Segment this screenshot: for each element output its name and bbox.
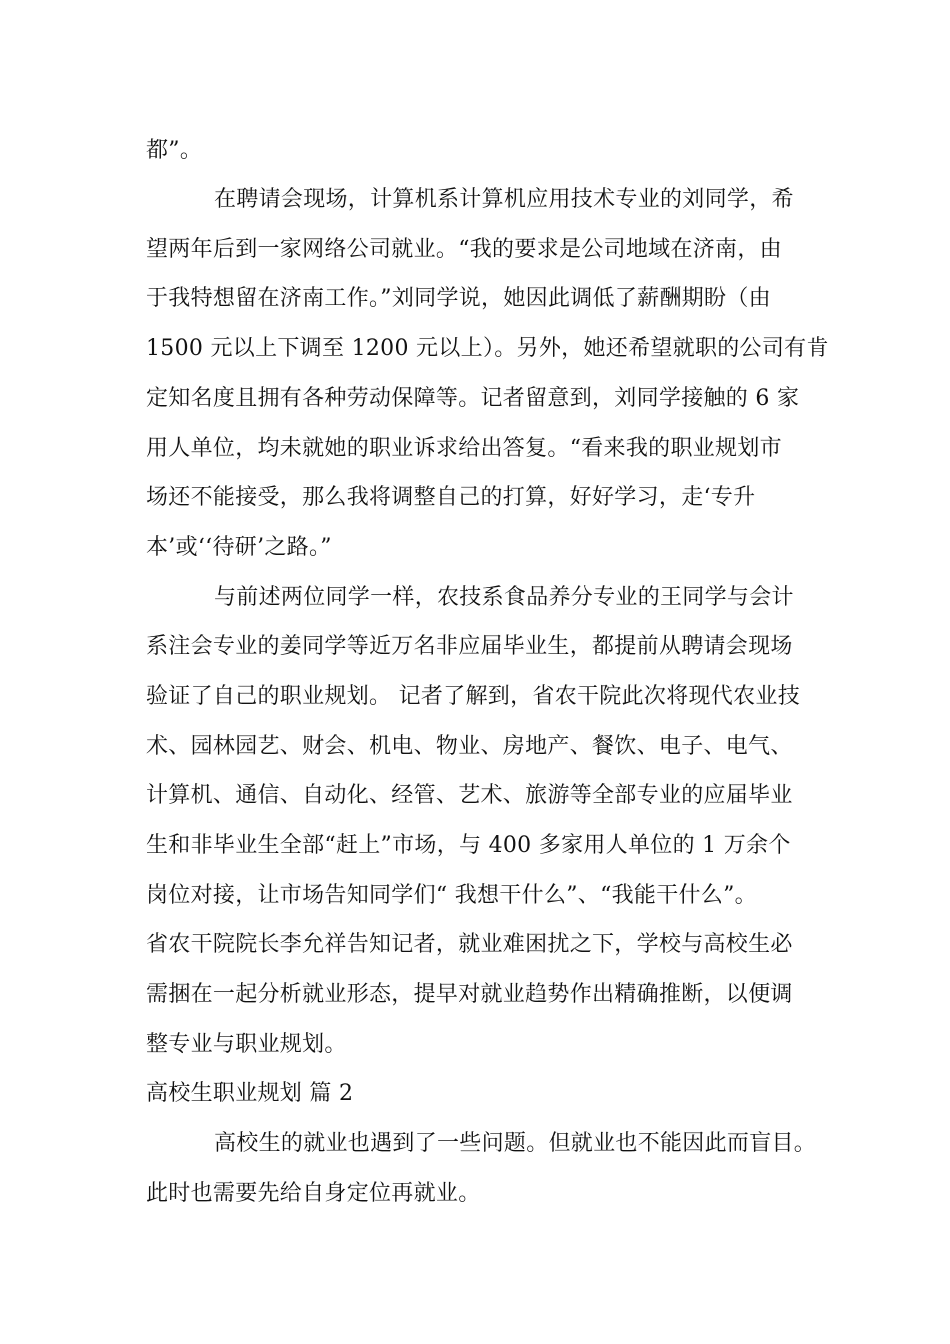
text-line: 术、园林园艺、财会、机电、物业、房地产、餐饮、电子、电气、: [146, 734, 793, 759]
text-line: 系注会专业的姜同学等近万名非应届毕业生，都提前从聘请会现场: [146, 634, 793, 659]
text-line: 生和非毕业生全部“赶上”市场，与 400 多家用人单位的 1 万余个: [146, 833, 791, 858]
section-heading: 高校生职业规划 篇 2: [146, 1081, 354, 1106]
text-line: 用人单位，均未就她的职业诉求给出答复。“看来我的职业规划市: [146, 436, 782, 461]
paragraph-first-line: 高校生的就业也遇到了一些问题。但就业也不能因此而盲目。: [214, 1131, 817, 1156]
text-line: 计算机、通信、自动化、经管、艺术、旅游等全部专业的应届毕业: [146, 783, 793, 808]
text-line: 场还不能接受，那么我将调整自己的打算，好好学习，走‘专升: [146, 485, 756, 510]
text-line: 定知名度且拥有各种劳动保障等。记者留意到，刘同学接触的 6 家: [146, 386, 800, 411]
text-line: 岗位对接，让市场告知同学们“ 我想干什么”、“我能干什么”。: [146, 883, 757, 908]
text-line: 都”。: [146, 138, 203, 163]
text-line: 此时也需要先给自身定位再就业。: [146, 1181, 481, 1206]
paragraph-first-line: 与前述两位同学一样，农技系食品养分专业的王同学与会计: [214, 585, 794, 610]
text-line: 于我特想留在济南工作。”刘同学说，她因此调低了薪酬期盼（由: [146, 286, 771, 311]
text-line: 需捆在一起分析就业形态，提早对就业趋势作出精确推断，以便调: [146, 982, 793, 1007]
text-line: 望两年后到一家网络公司就业。“我的要求是公司地域在济南，由: [146, 237, 782, 262]
text-line: 整专业与职业规划。: [146, 1032, 347, 1057]
text-line: 本’或‘‘待研’之路。”: [146, 535, 332, 560]
paragraph-first-line: 在聘请会现场，计算机系计算机应用技术专业的刘同学，希: [214, 187, 794, 212]
text-line: 省农干院院长李允祥告知记者，就业难困扰之下，学校与高校生必: [146, 932, 793, 957]
text-line: 验证了自己的职业规划。 记者了解到，省农干院此次将现代农业技: [146, 684, 800, 709]
text-line: 1500 元以上下调至 1200 元以上）。另外，她还希望就职的公司有肯: [146, 336, 829, 361]
